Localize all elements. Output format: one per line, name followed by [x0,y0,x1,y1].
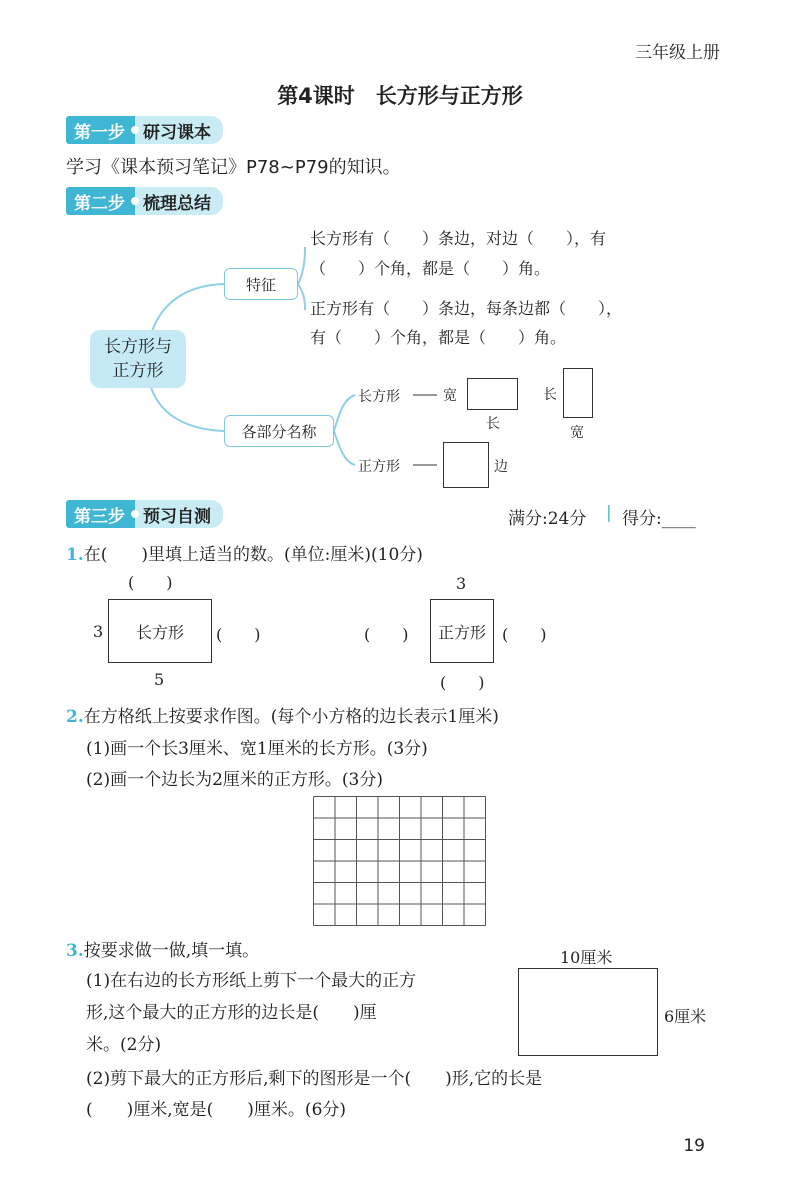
q3-number: 3. [66,941,84,961]
q2-text: 在方格纸上按要求作图。(每个小方格的边长表示1厘米) [83,707,499,727]
q2-sub1: (1)画一个长3厘米、宽1厘米的长方形。(3分) [86,739,428,759]
mindmap-feature-node: 特征 [224,268,298,300]
q1-square-shape [430,599,494,663]
q1-rect-label: 长方形 [135,622,184,642]
q3-sub1-line2: 形,这个最大的正方形的边长是( )厘 [86,1003,377,1023]
square-feature-line2: 有（ ）个角，都是（ ）角。 [310,328,567,347]
q2-number: 2. [66,707,84,727]
q1-rect-shape [108,599,212,663]
score-full: 满分:24分 [508,509,587,529]
parts-rect-shape [467,378,518,410]
q3-width-label: 10厘米 [560,948,613,967]
q1-text: 在( )里填上适当的数。(单位:厘米)(10分) [83,545,423,565]
step2-number: 第二步 [66,187,135,215]
step3-number: 第三步 [66,500,135,528]
parts-square-shape [443,442,489,488]
step1-name: 研习课本 [135,116,223,144]
q2 [66,702,499,727]
parts-vrect-shape [563,368,593,418]
q3-text: 按要求做一做,填一填。 [83,941,260,961]
q1-number: 1. [66,545,84,565]
q1-square-left-blank: ( ) [364,625,409,644]
q1-rect-right-blank: ( ) [216,625,261,644]
step1-text: 学习《课本预习笔记》P78~P79的知识。 [66,157,401,178]
q3-sub2-line2: ( )厘米,宽是( )厘米。(6分) [86,1100,347,1120]
q1-square-top-value: 3 [456,574,467,593]
q3-sub1-line3: 米。(2分) [86,1035,162,1055]
parts-square-side: 边 [494,459,508,475]
grade-label: 三年级上册 [635,43,720,63]
rect-feature-line1: 长方形有（ ）条边，对边（ ），有 [310,229,607,248]
parts-square-label: 正方形 [358,459,400,475]
step2-name: 梳理总结 [135,187,223,215]
square-feature-line1: 正方形有（ ）条边，每条边都（ ）， [310,299,623,318]
q1-square-right-blank: ( ) [502,625,547,644]
q3-height-label: 6厘米 [664,1007,707,1026]
q3-sub2-line1: (2)剪下最大的正方形后,剩下的图形是一个( )形,它的长是 [86,1069,543,1089]
rect-feature-line2: （ ）个角，都是（ ）角。 [310,259,551,278]
parts-vrect-long: 长 [543,387,557,403]
q2-sub2: (2)画一个边长为2厘米的正方形。(3分) [86,770,383,790]
q1-rect-left-value: 3 [93,622,104,641]
q1 [66,540,423,565]
score-divider: | [606,503,612,523]
step1-number: 第一步 [66,116,135,144]
parts-rect-wide: 宽 [443,388,457,404]
page-title: 第4课时 长方形与正方形 [277,84,523,108]
q1-rect-bottom-value: 5 [154,670,165,689]
parts-rect-long: 长 [486,416,500,432]
q3 [66,936,259,961]
mindmap-root-line2: 正方形 [112,361,164,381]
parts-vrect-wide: 宽 [570,425,584,441]
q3-sub1-line1: (1)在右边的长方形纸上剪下一个最大的正方 [86,971,417,991]
q3-paper-rect [518,968,658,1056]
q1-rect-top-blank: ( ) [128,573,173,592]
mindmap-root [90,330,186,388]
q2-grid-paper[interactable] [313,796,486,927]
score-got: 得分:____ [622,509,696,529]
page-number: 19 [683,1136,705,1156]
mindmap-parts-node: 各部分名称 [224,415,334,447]
parts-rect-label: 长方形 [358,389,400,405]
q1-square-label: 正方形 [437,622,486,642]
q1-square-bottom-blank: ( ) [440,673,485,692]
step3-name: 预习自测 [135,500,223,528]
step3-header [66,500,223,528]
mindmap-root-line1: 长方形与 [104,337,172,357]
